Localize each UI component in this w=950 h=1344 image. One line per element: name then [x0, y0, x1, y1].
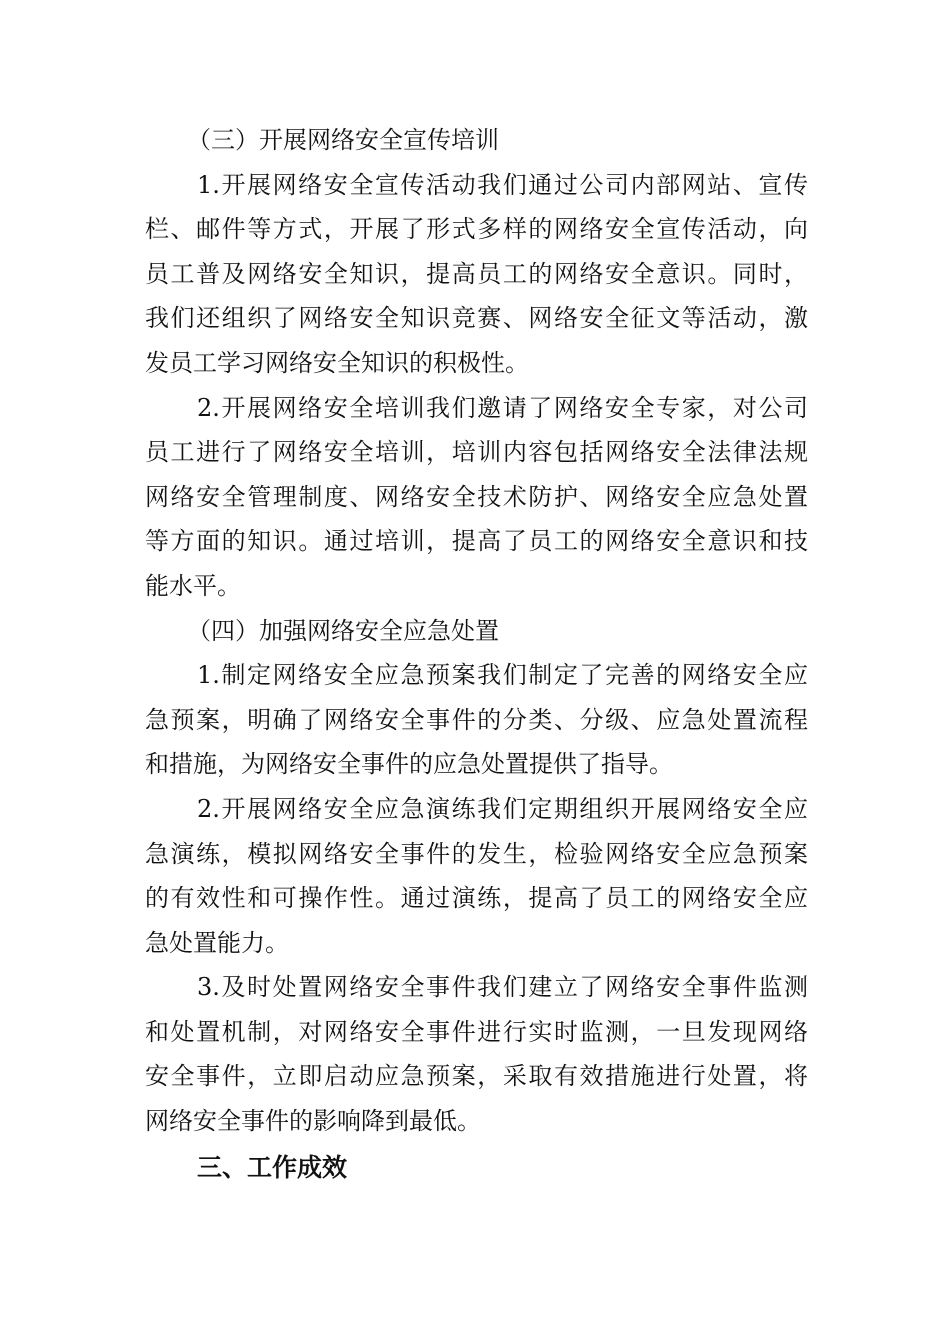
- paragraph-line: 员工进行了网络安全培训，培训内容包括网络安全法律法规: [145, 438, 808, 467]
- paragraph-line: 和处置机制，对网络安全事件进行实时监测，一旦发现网络: [145, 1017, 808, 1046]
- paragraph-line: 我们还组织了网络安全知识竞赛、网络安全征文等活动，激: [145, 304, 808, 333]
- paragraph: [145, 787, 808, 965]
- paragraph-line: 2.开展网络安全应急演练我们定期组织开展网络安全应: [197, 794, 808, 823]
- paragraph-line: 1.开展网络安全宣传活动我们通过公司内部网站、宣传: [197, 170, 808, 199]
- paragraph-line: 员工普及网络安全知识，提高员工的网络安全意识。同时，: [145, 259, 808, 288]
- paragraph-line: 栏、邮件等方式，开展了形式多样的网络安全宣传活动，向: [145, 215, 808, 244]
- subsection-heading: （四）加强网络安全应急处置: [187, 616, 499, 645]
- paragraph: [145, 386, 808, 609]
- paragraph-line: 3.及时处置网络安全事件我们建立了网络安全事件监测: [197, 973, 808, 1002]
- paragraph-line: 能水平。: [145, 571, 241, 600]
- paragraph: [145, 653, 808, 787]
- paragraph-line: 发员工学习网络安全知识的积极性。: [145, 348, 529, 377]
- paragraph-line: 网络安全管理制度、网络安全技术防护、网络安全应急处置: [145, 482, 808, 511]
- paragraph-line: 安全事件，立即启动应急预案，采取有效措施进行处置，将: [145, 1062, 808, 1091]
- document-page: [145, 118, 808, 1190]
- section-heading: 三、工作成效: [197, 1152, 348, 1182]
- subsection-heading: （三）开展网络安全宣传培训: [187, 126, 499, 154]
- paragraph-line: 2.开展网络安全培训我们邀请了网络安全专家，对公司: [197, 393, 808, 422]
- paragraph-line: 等方面的知识。通过培训，提高了员工的网络安全意识和技: [145, 527, 808, 556]
- paragraph: [145, 965, 808, 1143]
- paragraph-line: 1.制定网络安全应急预案我们制定了完善的网络安全应: [197, 661, 808, 690]
- paragraph-line: 的有效性和可操作性。通过演练，提高了员工的网络安全应: [145, 884, 808, 913]
- paragraph: [145, 163, 808, 386]
- paragraph-line: 急处置能力。: [145, 928, 289, 957]
- paragraph-line: 急预案，明确了网络安全事件的分类、分级、应急处置流程: [145, 705, 808, 734]
- paragraph-line: 网络安全事件的影响降到最低。: [145, 1107, 481, 1136]
- paragraph-line: 和措施，为网络安全事件的应急处置提供了指导。: [145, 750, 673, 779]
- paragraph-line: 急演练，模拟网络安全事件的发生，检验网络安全应急预案: [145, 839, 808, 868]
